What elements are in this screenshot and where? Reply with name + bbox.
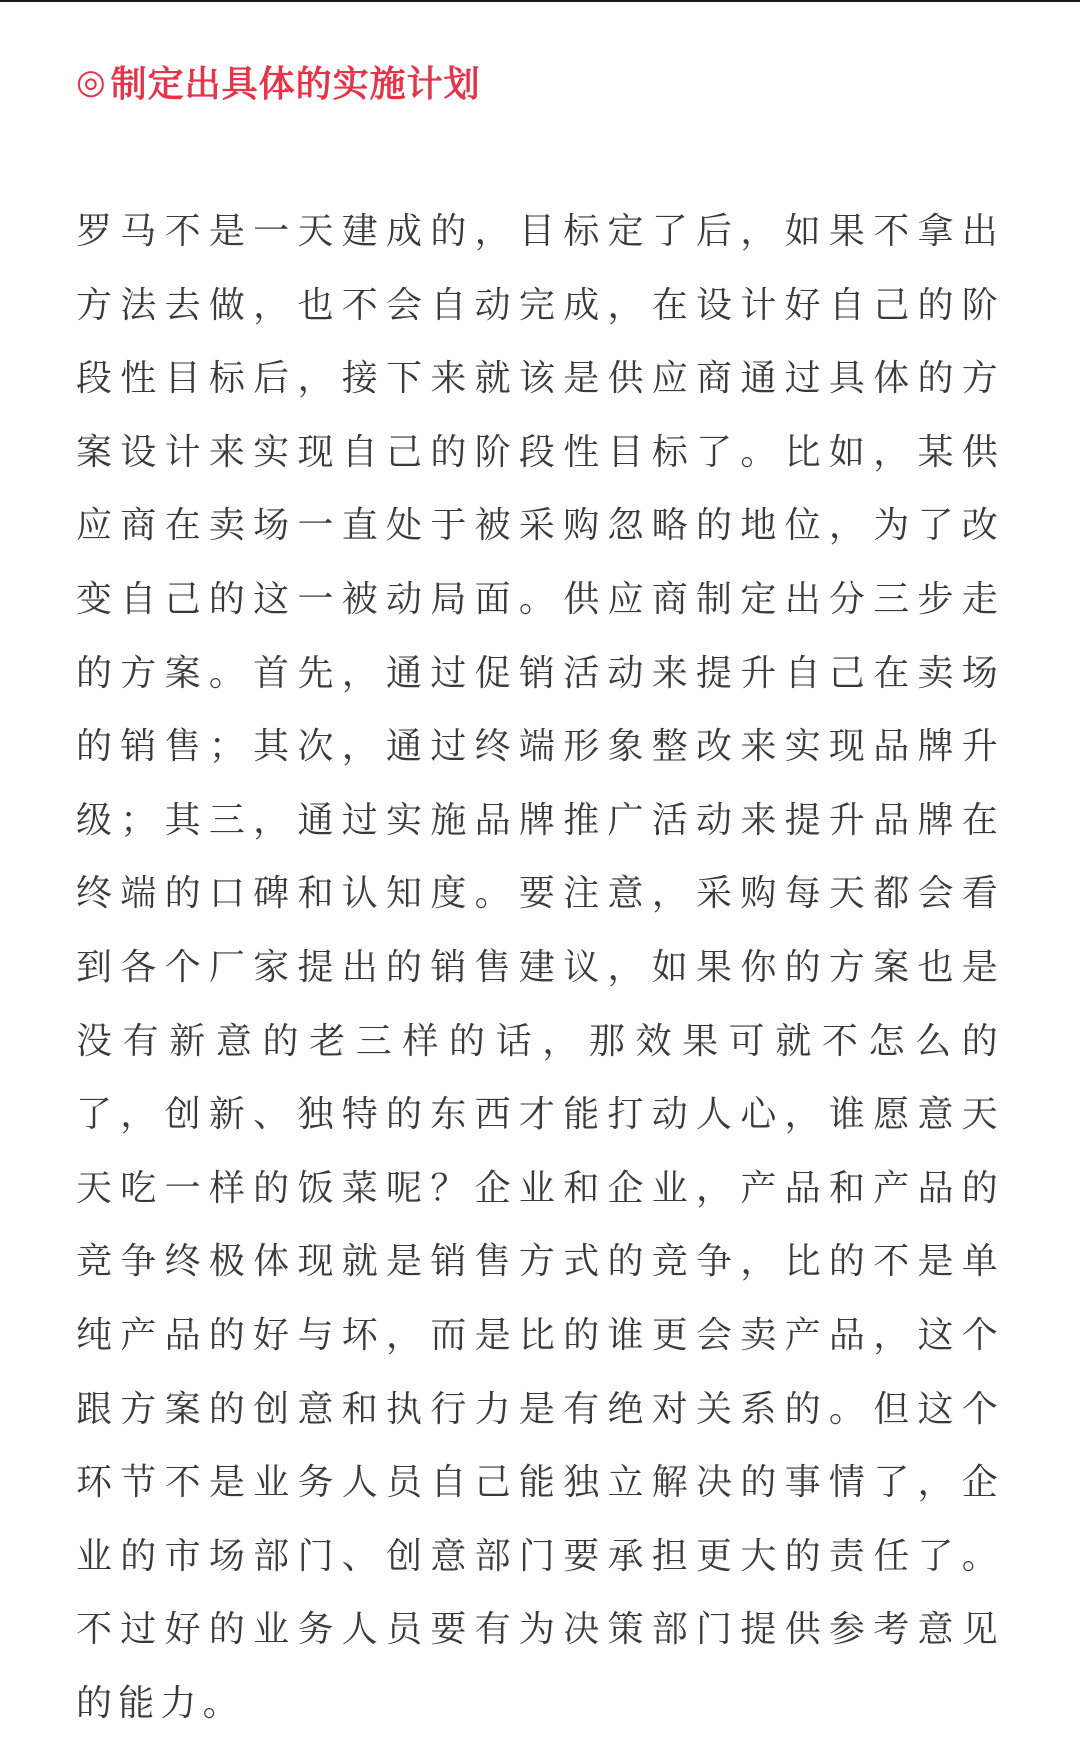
article-body: 罗马不是一天建成的，目标定了后，如果不拿出方法去做，也不会自动完成，在设计好自己的阶段性目标后，接下来就该是供应商通过具体的方案设计来实现自己的阶段性目标了。比如，某供应商在卖场一直处于被采购忽略的地位，为了改变自己的这一被动局面。供应商制定出分三步走的方案。首先，通过促销活动来提升自己在卖场的销售；其次，通过终端形象整改来实现品牌升级；其三，通过实施品牌推广活动来提升品牌在终端的口碑和认知度。要注意，采购每天都会看到各个厂家提出的销售建议，如果你的方案也是没有新意的老三样的话，那效果可就不怎么的了，创新、独特的东西才能打动人心，谁愿意天天吃一样的饭菜呢？企业和企业，产品和产品的竞争终极体现就是销售方式的竞争，比的不是单纯产品的好与坏，而是比的谁更会卖产品，这个跟方案的创意和执行力是有绝对关系的。但这个环节不是业务人员自己能独立解决的事情了，企业的市场部门、创意部门要承担更大的责任了。不过好的业务人员要有为决策部门提供参考意见的能力。 xyxy=(76,211,1004,1724)
top-divider xyxy=(0,0,1080,2)
double-circle-icon: ◎ xyxy=(76,61,107,102)
section-heading xyxy=(76,56,481,107)
section-heading-text: 制定出具体的实施计划 xyxy=(110,64,481,105)
